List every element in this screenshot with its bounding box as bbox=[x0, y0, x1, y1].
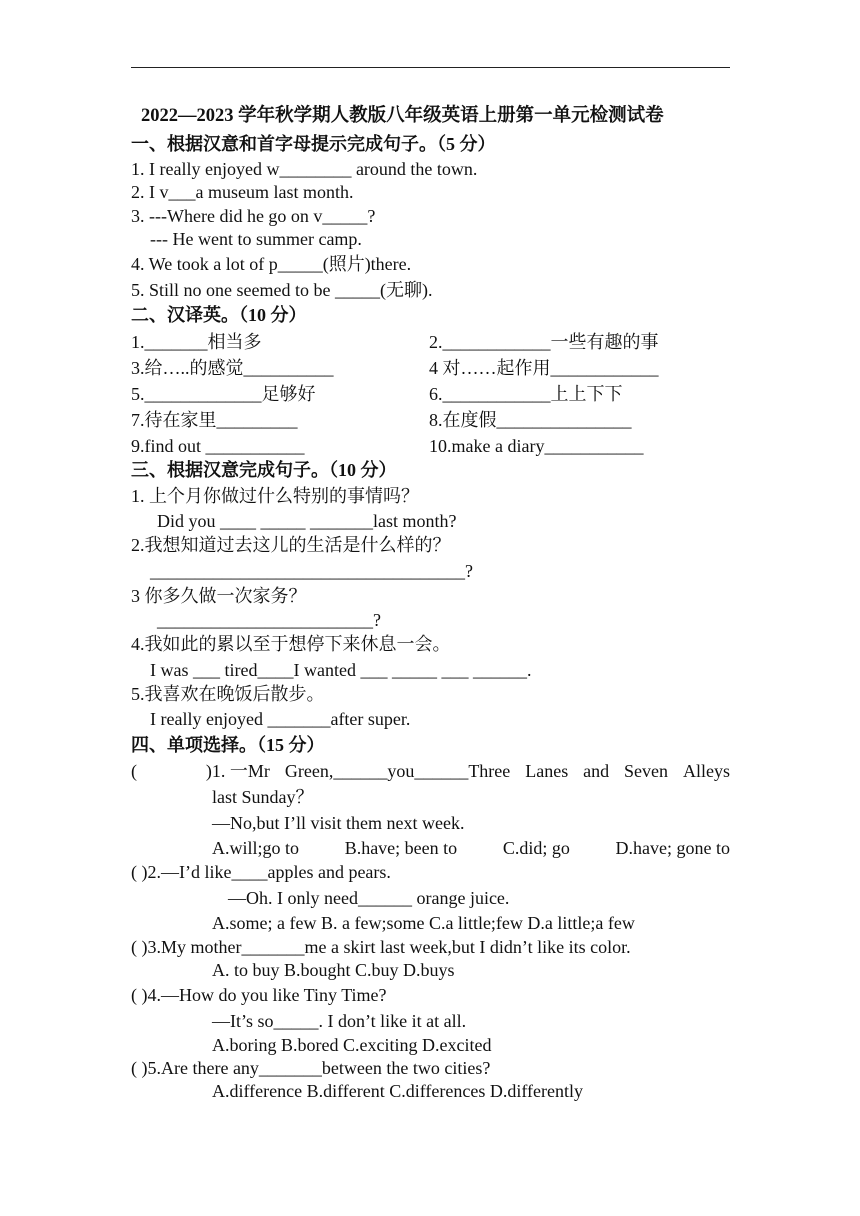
section2-heading: 二、汉译英。（10 分） bbox=[131, 305, 307, 325]
s3-q2-blank: ___________________________________? bbox=[150, 561, 473, 581]
s4-q3-stem: ( )3.My mother_______me a skirt last week,but I didn’t like its color. bbox=[131, 937, 631, 957]
s3-q4-chinese: 4.我如此的累以至于想停下来休息一会。 bbox=[131, 634, 451, 654]
s3-q1-chinese: 1. 上个月你做过什么特别的事情吗？ bbox=[131, 486, 419, 506]
s3-q5-english: I really enjoyed _______after super. bbox=[150, 709, 411, 729]
s2-item-6: 6.____________上上下下 bbox=[429, 384, 623, 404]
s3-q5-chinese: 5.我喜欢在晚饭后散步。 bbox=[131, 684, 325, 704]
s2-item-5: 5._____________足够好 bbox=[131, 384, 316, 404]
s4-q1-stem bbox=[131, 760, 730, 782]
s3-q3-blank: ________________________? bbox=[157, 610, 381, 630]
s2-item-8: 8.在度假_______________ bbox=[429, 410, 632, 430]
s4-q1-word: Alleys bbox=[682, 761, 730, 781]
s4-q1-paren: ( bbox=[131, 761, 137, 781]
top-rule bbox=[131, 67, 730, 68]
s3-q4-english: I was ___ tired____I wanted ___ _____ ___ ______. bbox=[150, 660, 532, 680]
s1-line-3: 3. ---Where did he go on v_____? bbox=[131, 206, 376, 226]
option-d: D.have; gone to bbox=[615, 838, 730, 858]
s3-q2-chinese: 2.我想知道过去这儿的生活是什么样的？ bbox=[131, 535, 451, 555]
s4-q2-stem: ( )2.—I’d like____apples and pears. bbox=[131, 862, 391, 882]
s3-q1-english: Did you ____ _____ _______last month? bbox=[157, 511, 457, 531]
s2-item-10: 10.make a diary___________ bbox=[429, 436, 644, 456]
s4-q1-word: and bbox=[583, 761, 610, 781]
s4-q1-word: )1. 一Mr bbox=[205, 761, 270, 781]
s4-q3-options: A. to buy B.bought C.buy D.buys bbox=[212, 960, 455, 980]
s2-item-4: 4 对……起作用____________ bbox=[429, 358, 659, 378]
page-title: 2022—2023 学年秋学期人教版八年级英语上册第一单元检测试卷 bbox=[141, 106, 664, 126]
s1-line-3-answer: --- He went to summer camp. bbox=[150, 229, 362, 249]
s2-item-2: 2.____________一些有趣的事 bbox=[429, 332, 659, 352]
s4-q1-options bbox=[212, 837, 730, 859]
s4-q1-stem-cont: last Sunday？ bbox=[212, 787, 314, 807]
option-b: B.have; been to bbox=[344, 838, 458, 858]
s1-line-1: 1. I really enjoyed w________ around the town. bbox=[131, 159, 478, 179]
s4-q2-answer: —Oh. I only need______ orange juice. bbox=[228, 888, 510, 908]
s4-q1-word: Green,______you______Three bbox=[284, 761, 511, 781]
s4-q1-answer: —No,but I’ll visit them next week. bbox=[212, 813, 465, 833]
s4-q2-options: A.some; a few B. a few;some C.a little;few D.a little;a few bbox=[212, 913, 635, 933]
section1-heading: 一、根据汉意和首字母提示完成句子。（5 分） bbox=[131, 134, 496, 154]
s4-q4-answer: —It’s so_____. I don’t like it at all. bbox=[212, 1011, 467, 1031]
s2-item-3: 3.给…..的感觉__________ bbox=[131, 358, 334, 378]
option-a: A.will;go to bbox=[212, 838, 300, 858]
s2-item-9: 9.find out ___________ bbox=[131, 436, 305, 456]
s4-q5-stem: ( )5.Are there any_______between the two cities? bbox=[131, 1058, 491, 1078]
s4-q1-word: Lanes bbox=[525, 761, 569, 781]
s4-q4-stem: ( )4.—How do you like Tiny Time? bbox=[131, 985, 387, 1005]
s3-q3-chinese: 3 你多久做一次家务？ bbox=[131, 586, 307, 606]
s2-item-1: 1._______相当多 bbox=[131, 332, 262, 352]
s4-q1-word: Seven bbox=[624, 761, 669, 781]
section3-heading: 三、根据汉意完成句子。（10 分） bbox=[131, 460, 397, 480]
s2-item-7: 7.待在家里_________ bbox=[131, 410, 298, 430]
s1-line-5: 5. Still no one seemed to be _____(无聊). bbox=[131, 280, 433, 300]
option-c: C.did; go bbox=[502, 838, 570, 858]
section4-heading: 四、单项选择。（15 分） bbox=[131, 735, 325, 755]
s1-line-2: 2. I v___a museum last month. bbox=[131, 182, 354, 202]
s4-q4-options: A.boring B.bored C.exciting D.excited bbox=[212, 1035, 492, 1055]
s1-line-4: 4. We took a lot of p_____(照片)there. bbox=[131, 254, 412, 274]
s4-q5-options: A.difference B.different C.differences D.differently bbox=[212, 1081, 584, 1101]
